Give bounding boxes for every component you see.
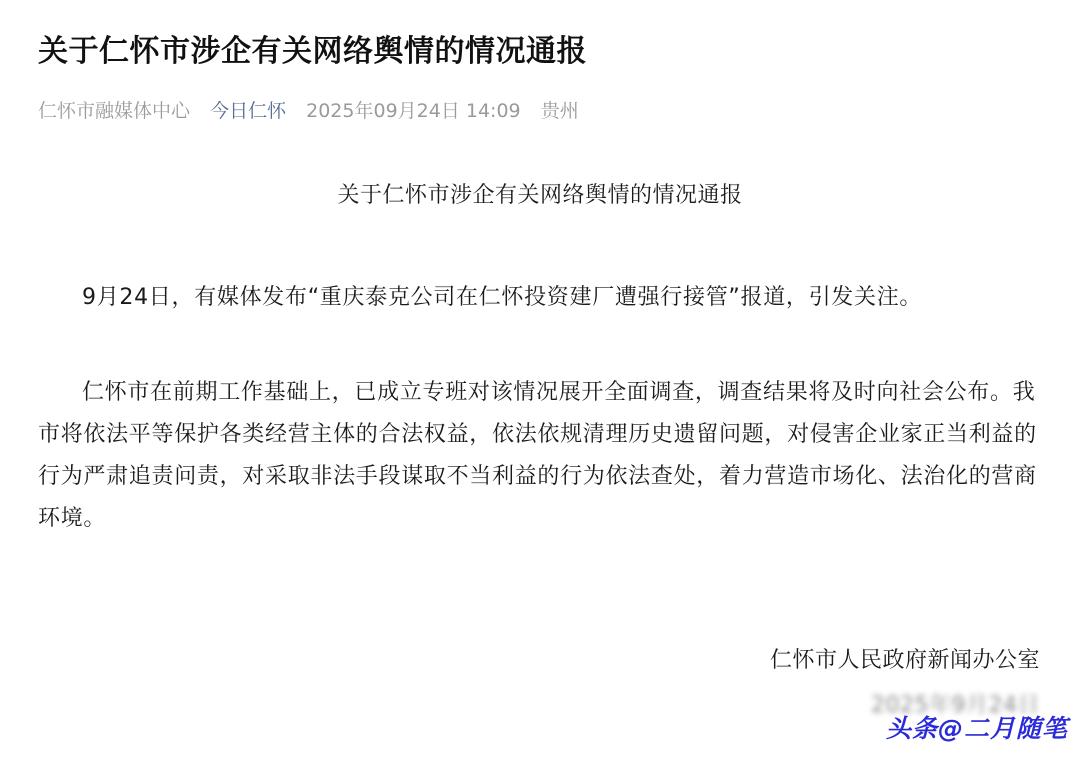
- paragraph-1: 9月24日，有媒体发布“重庆泰克公司在仁怀投资建厂遭强行接管”报道，引发关注。: [82, 285, 923, 310]
- source-label: 仁怀市融媒体中心: [38, 100, 191, 122]
- account-link[interactable]: 今日仁怀: [210, 100, 287, 122]
- notice-heading: 关于仁怀市涉企有关网络舆情的情况通报: [337, 183, 743, 208]
- article-meta: [38, 96, 593, 123]
- location-label: 贵州: [540, 100, 579, 122]
- watermark: 头条@二月随笔: [885, 714, 1068, 743]
- notice-date: 2025年9月24日: [871, 693, 1040, 718]
- paragraph-2: 仁怀市在前期工作基础上，已成立专班对该情况展开全面调查，调查结果将及时向社会公布。我市将依法平等保护各类经营主体的合法权益，依法依规清理历史遗留问题，对侵害企业家正当利益的行为严肃追责问责，对采取非法手段谋取不当利益的行为依法查处，着力营造市场化、法治化的营商环境。: [38, 380, 1037, 531]
- article-title: 关于仁怀市涉企有关网络舆情的情况通报: [38, 34, 587, 69]
- publish-datetime: 2025年09月24日 14:09: [306, 100, 521, 122]
- signature: 仁怀市人民政府新闻办公室: [769, 648, 1040, 673]
